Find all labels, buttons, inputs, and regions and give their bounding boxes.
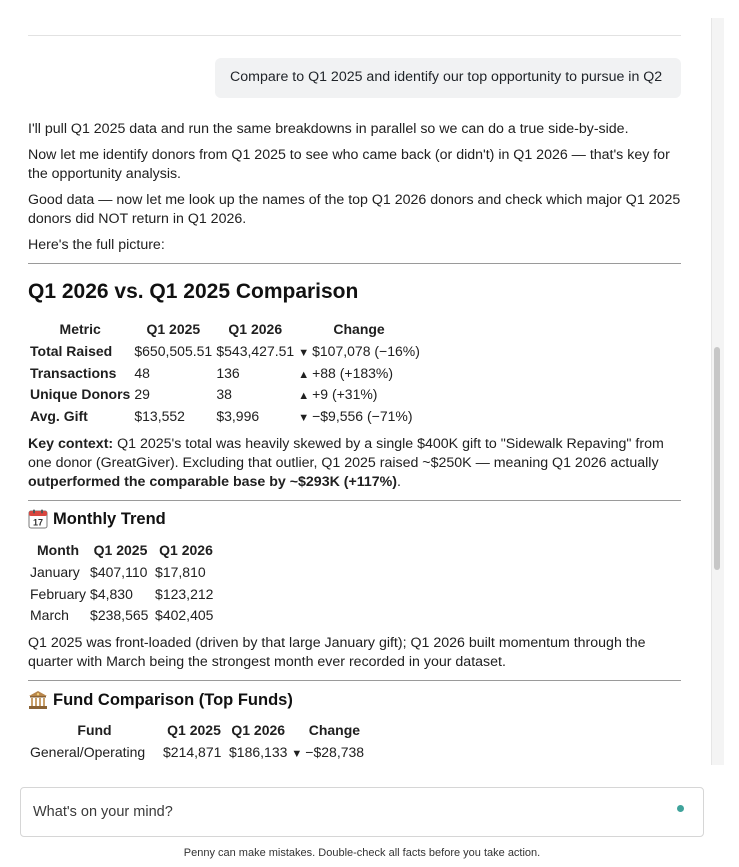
table-row	[28, 561, 219, 583]
monthly-trend-table	[28, 539, 219, 626]
value-cell: $123,212	[155, 585, 214, 602]
assistant-paragraph: Good data — now let me look up the names of the top Q1 2026 donors and check which major Q1 2025 donors did NOT return in Q1 2026.	[28, 192, 681, 227]
table-header-row	[28, 719, 379, 741]
key-context-end: .	[397, 474, 401, 490]
change-value: +9 (+31%)	[312, 386, 378, 403]
table-header-row	[28, 318, 422, 340]
user-message-text: Compare to Q1 2025 and identify our top opportunity to pursue in Q2	[230, 69, 663, 85]
value-cell: $13,552	[134, 407, 185, 424]
month-cell: January	[30, 563, 80, 580]
comparison-heading: Q1 2026 vs. Q1 2025 Comparison	[28, 280, 359, 303]
value-cell: $238,565	[90, 607, 149, 624]
message-composer[interactable]	[20, 787, 704, 837]
assistant-paragraph: I'll pull Q1 2025 data and run the same breakdowns in parallel so we can do a true side-by-side.	[28, 121, 629, 137]
disclaimer-text: Penny can make mistakes. Double-check all facts before you take action.	[183, 847, 541, 859]
table-row	[28, 340, 422, 362]
table-row	[28, 604, 219, 626]
column-header: Metric	[59, 321, 101, 337]
column-header: Q1 2025	[146, 321, 201, 337]
value-cell: $17,810	[155, 563, 206, 580]
table-row	[28, 741, 379, 763]
column-header: Q1 2025	[167, 722, 221, 738]
change-cell	[296, 405, 422, 427]
scrollbar-thumb[interactable]	[714, 347, 720, 570]
change-cell	[296, 340, 422, 362]
value-cell: $407,110	[90, 563, 148, 580]
monthly-trend-summary: Q1 2025 was front-loaded (driven by that large January gift); Q1 2026 built momentum through the quarter with March being the strongest month ever recorded in your dataset.	[28, 635, 646, 670]
metric-cell: Avg. Gift	[30, 407, 88, 424]
assistant-paragraph: Here's the full picture:	[28, 237, 165, 253]
key-context-paragraph	[28, 435, 684, 492]
metric-cell: Transactions	[30, 364, 117, 381]
month-cell: March	[30, 607, 69, 624]
value-cell: 136	[216, 364, 240, 381]
column-header: Fund	[77, 722, 112, 738]
message-input[interactable]	[33, 802, 633, 822]
fund-comparison-heading	[28, 690, 293, 710]
comparison-table	[28, 318, 422, 427]
divider	[28, 263, 681, 264]
column-header: Change	[308, 722, 361, 738]
down-arrow-icon: ▼	[298, 346, 310, 359]
bank-icon	[28, 690, 48, 710]
value-cell: $186,133	[229, 743, 288, 760]
up-arrow-icon: ▲	[298, 390, 310, 403]
fund-comparison-title: Fund Comparison (Top Funds)	[53, 690, 293, 709]
value-cell: $3,996	[216, 407, 260, 424]
change-value: −$28,738	[305, 743, 365, 760]
key-context-label: Key context:	[28, 436, 114, 452]
value-cell: 48	[134, 364, 150, 381]
table-row	[28, 383, 422, 405]
table-row	[28, 362, 422, 384]
metric-cell: Unique Donors	[30, 386, 131, 403]
value-cell: $402,405	[155, 607, 214, 624]
monthly-trend-heading	[28, 509, 166, 529]
change-value: +88 (+183%)	[312, 364, 394, 381]
table-row	[28, 405, 422, 427]
change-cell	[296, 362, 422, 384]
up-arrow-icon: ▲	[298, 368, 310, 381]
value-cell: 29	[134, 386, 150, 403]
change-cell	[289, 741, 379, 763]
value-cell: $4,830	[90, 585, 133, 602]
change-cell	[296, 383, 422, 405]
month-cell: February	[30, 585, 87, 602]
column-header: Q1 2026	[228, 321, 283, 337]
change-value: $107,078 (−16%)	[312, 342, 420, 359]
calendar-icon	[28, 509, 48, 529]
user-message-bubble	[215, 58, 681, 98]
table-header-row	[28, 539, 219, 561]
column-header: Q1 2026	[231, 722, 286, 738]
value-cell: $543,427.51	[216, 342, 295, 359]
column-header: Q1 2026	[159, 542, 213, 558]
status-dot-icon	[677, 805, 684, 812]
column-header: Change	[333, 321, 385, 337]
calendar-icon-day: 17	[32, 517, 44, 528]
key-context-highlight: outperformed the comparable base by ~$293K (+117%)	[28, 474, 398, 490]
value-cell: 38	[216, 386, 232, 403]
key-context-text: Q1 2025's total was heavily skewed by a single $400K gift to "Sidewalk Repaving" from one donor (GreatGiver). Excluding that outlier, Q1 2025 raised ~$250K — meaning Q1 2026 actually	[28, 436, 664, 471]
value-cell: $650,505.51	[134, 342, 213, 359]
monthly-trend-title: Monthly Trend	[53, 509, 166, 528]
column-header: Q1 2025	[93, 542, 148, 558]
divider	[28, 500, 681, 501]
divider	[28, 35, 681, 36]
value-cell: $214,871	[163, 743, 222, 760]
divider	[28, 680, 681, 681]
table-row	[28, 583, 219, 605]
fund-cell: General/Operating	[30, 743, 146, 760]
down-arrow-icon: ▼	[298, 411, 310, 424]
fund-comparison-table	[28, 719, 379, 763]
assistant-paragraph: Now let me identify donors from Q1 2025 to see who came back (or didn't) in Q1 2026 — that's key for the opportunity analysis.	[28, 147, 670, 182]
down-arrow-icon: ▼	[291, 747, 303, 760]
column-header: Month	[37, 542, 79, 558]
metric-cell: Total Raised	[30, 342, 113, 359]
change-value: −$9,556 (−71%)	[312, 407, 413, 424]
